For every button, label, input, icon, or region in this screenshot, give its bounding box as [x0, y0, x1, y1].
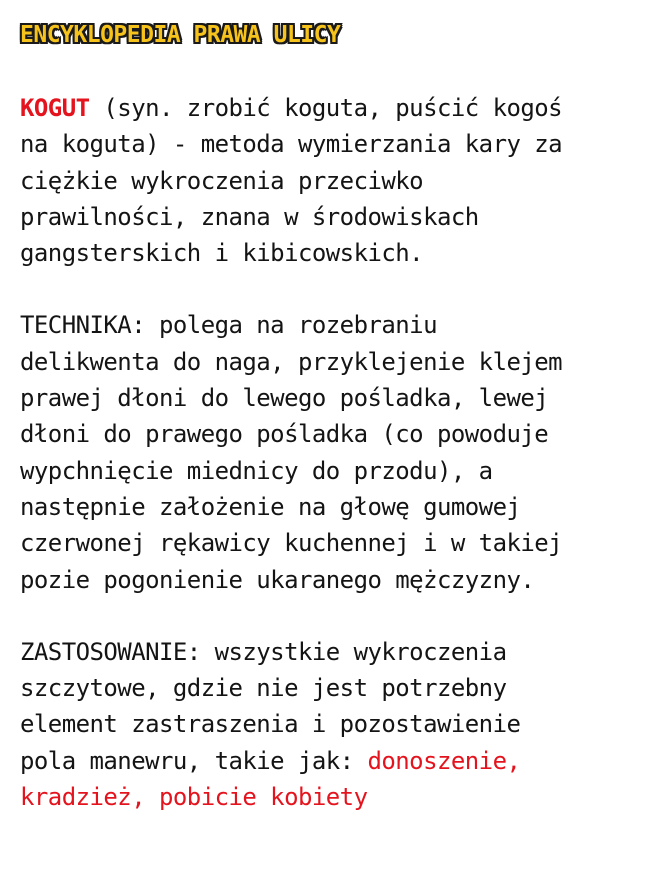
technika-paragraph: TECHNIKA: polega na rozebraniu delikwenta do naga, przyklejenie klejem prawej dłoni do lewego pośladka, lewej dłoni do prawego pośladka (co powoduje wypchnięcie miednicy do przodu), a następnie założenie na głowę gumowej czerwonej rękawicy kuchennej i w takiej pozie pogonienie ukaranego mężczyzny. — [20, 311, 563, 594]
zastosowanie-paragraph — [20, 634, 640, 815]
zastosowanie-highlight: donoszenie, kradzież, pobicie kobiety — [20, 746, 521, 812]
term-keyword: KOGUT — [20, 94, 90, 122]
definition-text: (syn. zrobić koguta, puścić kogoś na koguta) - metoda wymierzania kary za ciężkie wykroczenia przeciwko prawilności, znana w środowiskach gangsterskich i kibicowskich. — [20, 94, 563, 268]
page-title: ENCYKLOPEDIA PRAWA ULICY — [20, 22, 341, 48]
zastosowanie-text: ZASTOSOWANIE: wszystkie wykroczenia szczytowe, gdzie nie jest potrzebny element zastraszenia i pozostawienie pola manewru, takie jak: — [20, 637, 521, 775]
encyclopedia-page — [20, 18, 640, 815]
definition-paragraph — [20, 90, 640, 271]
